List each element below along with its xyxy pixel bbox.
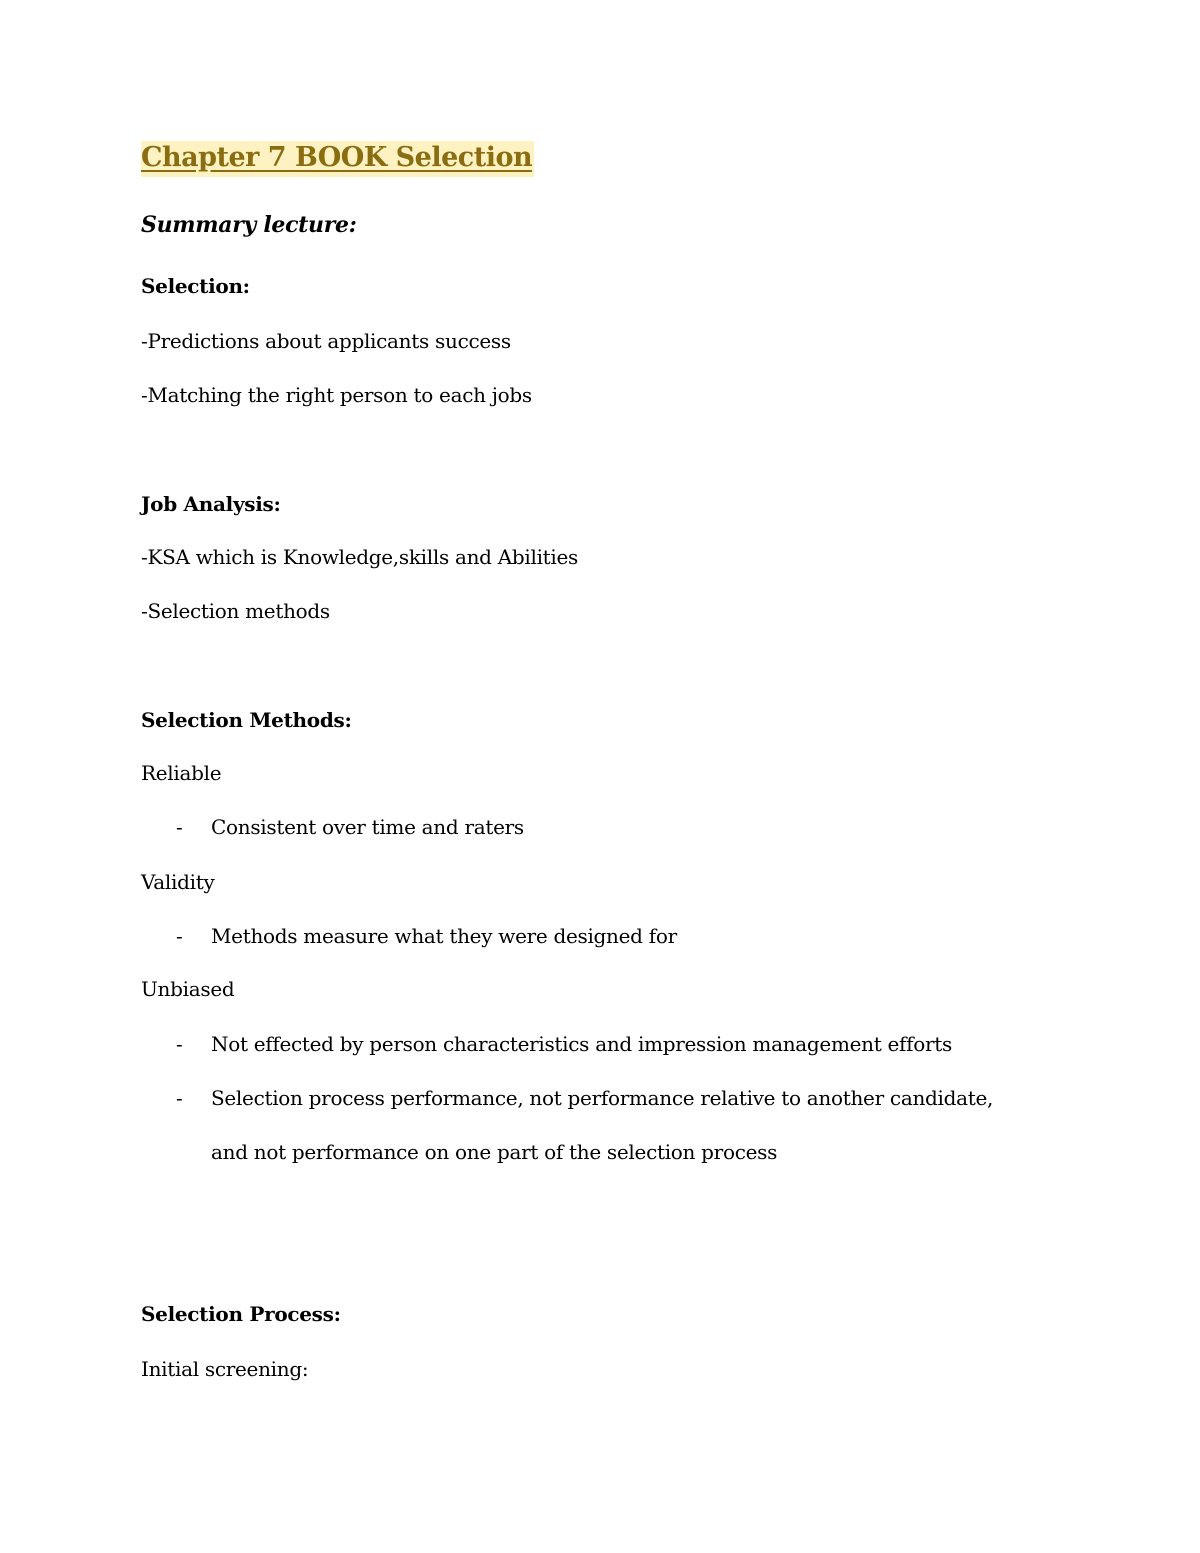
document-subtitle: Summary lecture: — [141, 212, 357, 238]
validity-bullet-1: Methods measure what they were designed for — [211, 924, 677, 948]
selection-process-line-1: Initial screening: — [141, 1357, 309, 1381]
selection-process-heading: Selection Process: — [141, 1302, 341, 1326]
job-analysis-line-2: -Selection methods — [141, 599, 330, 623]
list-dash: - — [176, 1086, 183, 1110]
unbiased-label: Unbiased — [141, 977, 235, 1001]
list-dash: - — [176, 1032, 183, 1056]
selection-heading: Selection: — [141, 274, 250, 298]
validity-label: Validity — [141, 870, 215, 894]
selection-methods-heading: Selection Methods: — [141, 708, 352, 732]
job-analysis-heading: Job Analysis: — [141, 492, 281, 516]
job-analysis-line-1: -KSA which is Knowledge,skills and Abilities — [141, 545, 578, 569]
reliable-bullet-1: Consistent over time and raters — [211, 815, 524, 839]
selection-line-2: -Matching the right person to each jobs — [141, 383, 532, 407]
selection-line-1: -Predictions about applicants success — [141, 329, 511, 353]
list-dash: - — [176, 924, 183, 948]
list-dash: - — [176, 815, 183, 839]
reliable-label: Reliable — [141, 761, 222, 785]
unbiased-bullet-2: Selection process performance, not performance relative to another candidate, — [211, 1086, 994, 1110]
document-title: Chapter 7 BOOK Selection — [141, 141, 534, 177]
unbiased-bullet-2-continuation: and not performance on one part of the selection process — [211, 1140, 778, 1164]
unbiased-bullet-1: Not effected by person characteristics and impression management efforts — [211, 1032, 952, 1056]
